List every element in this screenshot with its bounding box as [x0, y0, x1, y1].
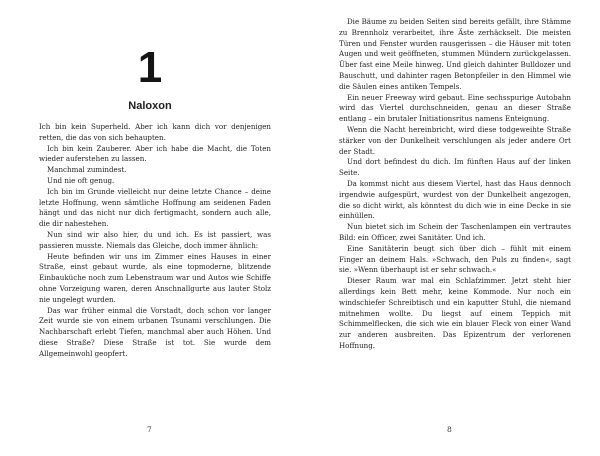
left-page-body	[39, 122, 271, 360]
page-number-right: 8	[447, 425, 452, 434]
paragraph: Wenn die Nacht hereinbricht, wird diese todgeweihte Straße stärker von der Dunkelheit verschlungen als jeder andere Ort der Stadt.	[339, 124, 571, 156]
paragraph: Und dort befindest du dich. Im fünften Haus auf der linken Seite.	[339, 157, 571, 178]
paragraph: Ich bin kein Zauberer. Aber ich habe die Macht, die Toten wieder auferstehen zu lassen.	[39, 143, 271, 164]
paragraph: Nun bietet sich im Schein der Taschenlampen ein vertrautes Bild: ein Officer, zwei Sanitäter. Und ich.	[339, 222, 571, 242]
right-page-body	[339, 17, 571, 352]
paragraph: Heute befinden wir uns im Zimmer eines Hauses in einer Straße, einst gebaut wurde, als eine topmoderne, blitzende Einbauküche noch zum Lebenstraum war und Autos wie Schiffe ohne Vorzeigung waren, deren Anschnallgurte aus lauter Stolz nie ungelegt wurden.	[39, 251, 271, 304]
paragraph: Dieser Raum war mal ein Schlafzimmer. Jetzt steht hier allerdings kein Bett mehr, keine Kommode. Nur noch ein windschiefer Schreibtisch und ein kaputter Stuhl, die niemand mitnehmen wollte. Du liegst auf einem Teppich mit Schimmelflecken, die sich wie ein blauer Fleck von einer Wand zur anderen ausbreiten. Das Epizentrum der verlorenen Hoffnung.	[339, 276, 571, 350]
paragraph: Manchmal zumindest.	[47, 165, 127, 175]
paragraph: Ich bin im Grunde vielleicht nur deine letzte Chance – deine letzte Hoffnung, wenn sämtliche Hoffnung am seidenen Faden hängt und das nicht nur dich fertigmacht, sondern auch alle, die dir nahestehen.	[39, 186, 271, 229]
paragraph: Und nie oft genug.	[47, 175, 115, 185]
paragraph: Ein neuer Freeway wird gebaut. Eine sechsspurige Autobahn wird das Viertel durchschneiden, genau an dieser Straße entlang – ein brutaler Initiationsritus namens Enteignung.	[339, 92, 571, 124]
paragraph: Das war früher einmal die Vorstadt, doch schon vor langer Zeit wurde sie von einem urbanen Tsunami verschlungen. Die Nachbarschaft erlebt Tiefen, manchmal aber auch Höhen. Und diese Straße? Diese Straße ist tot. Sie wurde dem Allgemeinwohl geopfert.	[39, 305, 271, 358]
paragraph: Da kommst nicht aus diesem Viertel, hast das Haus dennoch irgendwie aufgespürt, wurdest von der Dunkelheit angezogen, die so dicht wirkt, als könntest du dich wie in eine Decke in sie einhüllen.	[339, 178, 571, 221]
chapter-number: 1	[137, 43, 163, 92]
paragraph: Nun sind wir also hier, du und ich. Es ist passiert, was passieren musste. Niemals das Gleiche, doch immer ähnlich:	[39, 229, 271, 250]
chapter-title: Naloxon	[128, 100, 172, 112]
paragraph: Die Bäume zu beiden Seiten sind bereits gefällt, ihre Stämme zu Brennholz verarbeitet, ihre Äste zerhäckselt. Die meisten Türen und Fenster wurden rausgerissen – die Häuser mit toten Augen und weit geöffneten, stummen Mündern zurückgelassen. Über fast eine Meile hinweg. Und gleich dahinter Bulldozer und Bauschutt, und dahinter ragen Betonpfeiler in den Himmel wie die Säulen eines antiken Tempels.	[339, 17, 571, 91]
paragraph: Ich bin kein Superheld. Aber ich kann dich vor denjenigen retten, die das von sich behaupten.	[39, 122, 271, 142]
paragraph: Eine Sanitäterin beugt sich über dich – fühlt mit einem Finger an deinem Hals. »Schwach, den Puls zu finden«, sagt sie. »Wenn überhaupt ist er sehr schwach.«	[339, 243, 571, 275]
page-number-left: 7	[147, 425, 152, 434]
